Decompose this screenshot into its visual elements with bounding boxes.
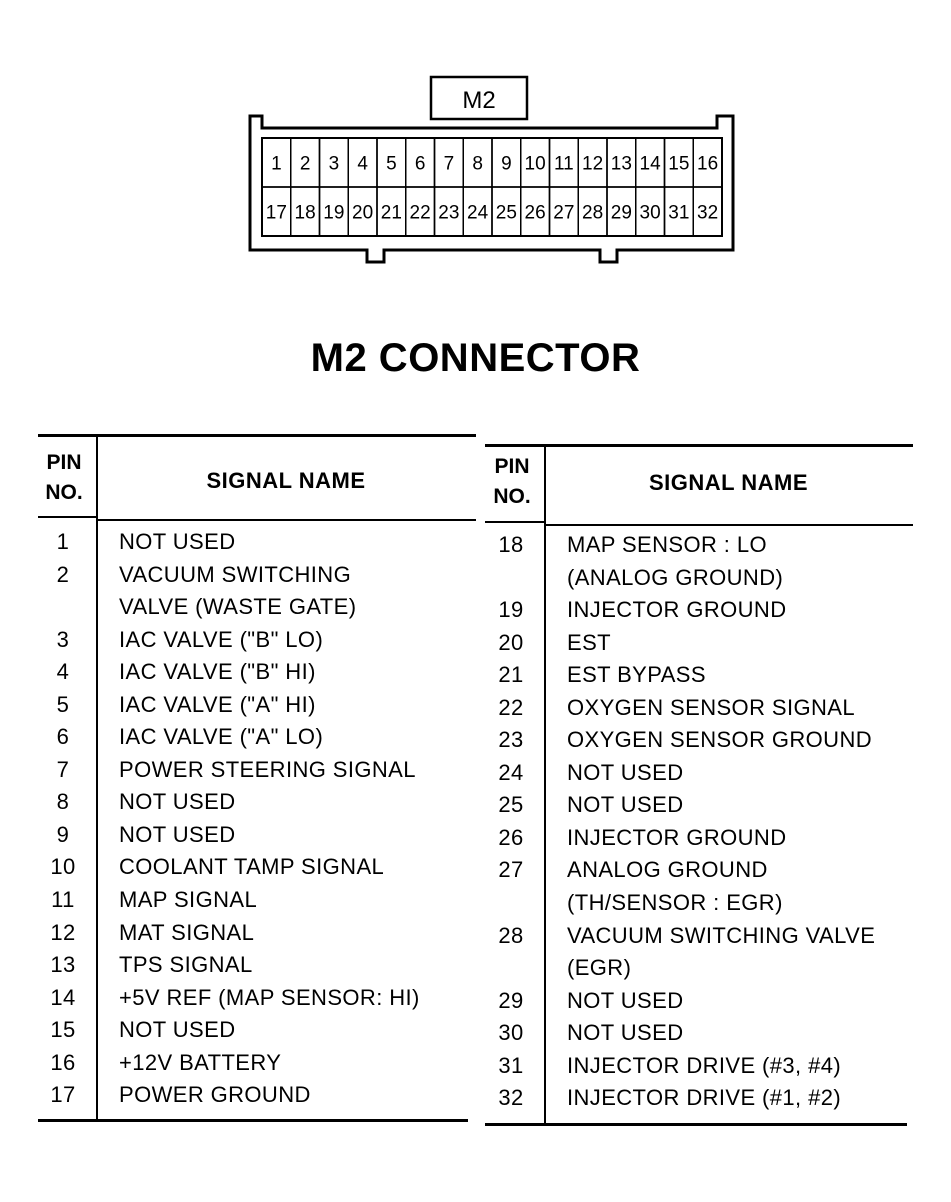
table-row bbox=[485, 562, 925, 595]
pin-number-label: 6 bbox=[414, 153, 426, 175]
pin-number: 15 bbox=[50, 1017, 76, 1043]
signal-name: EST bbox=[567, 629, 611, 655]
pin-number: 16 bbox=[50, 1049, 76, 1075]
signal-name: COOLANT TAMP SIGNAL bbox=[119, 854, 385, 880]
signal-name: NOT USED bbox=[119, 821, 236, 847]
table-row bbox=[485, 1017, 925, 1050]
signal-name-header: SIGNAL NAME bbox=[206, 468, 366, 493]
pin-number: 19 bbox=[498, 597, 524, 623]
signal-name: NOT USED bbox=[567, 1020, 684, 1046]
pin-number: 30 bbox=[498, 1020, 524, 1046]
table-row bbox=[38, 689, 478, 722]
signal-name: TPS SIGNAL bbox=[119, 952, 253, 978]
table-row bbox=[485, 952, 925, 985]
page-title: M2 CONNECTOR bbox=[310, 336, 641, 380]
signal-name: VALVE (WASTE GATE) bbox=[119, 594, 357, 620]
pin-number-label: 29 bbox=[610, 202, 632, 224]
pin-number: 1 bbox=[56, 529, 70, 554]
signal-name: NOT USED bbox=[119, 789, 236, 815]
pin-number-label: 18 bbox=[294, 202, 316, 224]
pin-number-label: 11 bbox=[554, 153, 574, 175]
table-top-rule bbox=[38, 434, 476, 437]
table-row bbox=[38, 656, 478, 689]
connector-diagram bbox=[0, 0, 951, 300]
pin-rows-right bbox=[485, 529, 925, 1115]
table-row bbox=[38, 526, 478, 559]
signal-name: NOT USED bbox=[567, 987, 684, 1013]
connector-label: M2 bbox=[462, 87, 496, 114]
pin-number-label: 2 bbox=[299, 153, 311, 175]
pin-number: 26 bbox=[498, 824, 524, 850]
pin-number: 12 bbox=[50, 919, 76, 945]
table-row bbox=[485, 529, 925, 562]
table-row bbox=[485, 920, 925, 953]
signal-name: NOT USED bbox=[119, 1017, 236, 1043]
pin-number-label: 13 bbox=[610, 153, 632, 175]
pin-number: 3 bbox=[56, 626, 70, 652]
table-header-rule bbox=[96, 519, 476, 521]
pin-number-label: 12 bbox=[582, 153, 604, 175]
table-bottom-rule bbox=[485, 1123, 907, 1126]
pin-number-label: 20 bbox=[352, 202, 374, 224]
signal-name: ANALOG GROUND bbox=[567, 857, 768, 883]
pin-number-label: 9 bbox=[501, 153, 512, 175]
pin-number: 17 bbox=[50, 1082, 76, 1108]
signal-name: NOT USED bbox=[567, 759, 684, 785]
table-row bbox=[38, 624, 478, 657]
signal-name: IAC VALVE ("B" LO) bbox=[119, 626, 324, 652]
pin-number-label: 14 bbox=[639, 153, 661, 175]
pin-no-header bbox=[38, 448, 90, 508]
pin-number: 9 bbox=[56, 821, 70, 847]
signal-name: VACUUM SWITCHING bbox=[119, 561, 352, 587]
signal-name: MAP SENSOR : LO bbox=[567, 532, 767, 557]
signal-name: INJECTOR DRIVE (#1, #2) bbox=[567, 1085, 842, 1111]
pin-number-label: 24 bbox=[467, 202, 489, 224]
pin-number-label: 19 bbox=[323, 202, 345, 224]
pin-number-label: 31 bbox=[668, 202, 690, 224]
pin-number-label: 28 bbox=[582, 202, 604, 224]
pin-number: 2 bbox=[56, 561, 70, 587]
table-row bbox=[38, 982, 478, 1015]
signal-name: INJECTOR DRIVE (#3, #4) bbox=[567, 1052, 842, 1078]
table-row bbox=[485, 659, 925, 692]
pin-number-label: 4 bbox=[357, 153, 368, 175]
table-row bbox=[485, 1082, 925, 1115]
table-row bbox=[485, 985, 925, 1018]
pin-number: 21 bbox=[498, 662, 524, 688]
pin-number-label: 32 bbox=[697, 202, 719, 224]
table-row bbox=[485, 757, 925, 790]
pin-number-label: 17 bbox=[265, 202, 287, 224]
pin-number-label: 8 bbox=[472, 153, 483, 175]
connector-label-box bbox=[431, 77, 527, 119]
pin-header-line: PIN bbox=[46, 451, 82, 474]
pin-number: 13 bbox=[50, 952, 76, 978]
table-row bbox=[38, 559, 478, 592]
table-row bbox=[485, 594, 925, 627]
pin-number: 5 bbox=[56, 691, 70, 717]
pin-no-header bbox=[485, 452, 539, 512]
pin-header-line: NO. bbox=[493, 485, 531, 508]
signal-name: +12V BATTERY bbox=[119, 1049, 282, 1075]
pin-number: 23 bbox=[498, 727, 524, 753]
signal-name: IAC VALVE ("B" HI) bbox=[119, 659, 316, 685]
table-row bbox=[485, 1050, 925, 1083]
table-row bbox=[38, 754, 478, 787]
pin-number: 6 bbox=[56, 724, 70, 750]
pin-number-label: 30 bbox=[639, 202, 661, 224]
signal-name: OXYGEN SENSOR SIGNAL bbox=[567, 694, 855, 720]
pin-number-label: 26 bbox=[524, 202, 546, 224]
signal-name: NOT USED bbox=[567, 792, 684, 818]
signal-name: (ANALOG GROUND) bbox=[567, 564, 784, 590]
pin-table-right bbox=[485, 444, 925, 1134]
table-row bbox=[38, 1079, 478, 1112]
table-header-rule bbox=[544, 524, 913, 526]
pin-number: 4 bbox=[56, 659, 70, 685]
pin-number: 25 bbox=[498, 792, 524, 818]
table-row bbox=[38, 917, 478, 950]
signal-name: INJECTOR GROUND bbox=[567, 824, 787, 850]
signal-name-header: SIGNAL NAME bbox=[648, 470, 809, 495]
pin-number-label: 1 bbox=[271, 153, 282, 175]
table-row bbox=[38, 884, 478, 917]
pin-number: 11 bbox=[51, 887, 75, 913]
signal-name: NOT USED bbox=[119, 529, 236, 554]
signal-name: (TH/SENSOR : EGR) bbox=[567, 890, 783, 916]
table-row bbox=[38, 819, 478, 852]
pin-number: 10 bbox=[50, 854, 76, 880]
pin-number-label: 23 bbox=[438, 202, 460, 224]
signal-name: POWER STEERING SIGNAL bbox=[119, 756, 416, 782]
signal-name: INJECTOR GROUND bbox=[567, 597, 787, 623]
table-top-rule bbox=[485, 444, 913, 447]
pin-rows-left bbox=[38, 526, 478, 1112]
table-row bbox=[38, 591, 478, 624]
table-row bbox=[485, 854, 925, 887]
table-row bbox=[38, 851, 478, 884]
signal-name: IAC VALVE ("A" HI) bbox=[119, 691, 316, 717]
pin-header-line: PIN bbox=[494, 455, 530, 478]
signal-name: (EGR) bbox=[567, 955, 632, 981]
pin-number-label: 16 bbox=[697, 153, 719, 175]
table-row bbox=[485, 724, 925, 757]
pin-number-label: 10 bbox=[524, 153, 546, 175]
pin-number: 27 bbox=[498, 857, 524, 883]
pin-number: 18 bbox=[498, 532, 524, 557]
pin-number-label: 22 bbox=[409, 202, 431, 224]
signal-name: MAP SIGNAL bbox=[119, 887, 258, 913]
pin-number: 20 bbox=[498, 629, 524, 655]
table-row bbox=[485, 692, 925, 725]
table-bottom-rule bbox=[38, 1119, 468, 1122]
pin-header-line: NO. bbox=[45, 481, 83, 504]
table-row bbox=[38, 786, 478, 819]
table-row bbox=[38, 949, 478, 982]
pin-number-label: 7 bbox=[443, 153, 455, 175]
signal-name: +5V REF (MAP SENSOR: HI) bbox=[119, 984, 420, 1010]
table-row bbox=[485, 789, 925, 822]
table-header-rule bbox=[38, 516, 96, 518]
pin-number-label: 3 bbox=[328, 153, 340, 175]
table-row bbox=[38, 1047, 478, 1080]
signal-name: EST BYPASS bbox=[567, 662, 706, 688]
pin-number: 28 bbox=[498, 922, 524, 948]
pin-number: 22 bbox=[498, 694, 524, 720]
table-header-rule bbox=[485, 521, 544, 523]
pin-number-label: 5 bbox=[386, 153, 397, 175]
signal-name: IAC VALVE ("A" LO) bbox=[119, 724, 324, 750]
signal-name: OXYGEN SENSOR GROUND bbox=[567, 727, 873, 753]
signal-name: VACUUM SWITCHING VALVE bbox=[567, 922, 876, 948]
pin-number: 8 bbox=[56, 789, 70, 815]
table-row bbox=[38, 1014, 478, 1047]
pin-table-left bbox=[38, 434, 478, 1124]
pin-number: 31 bbox=[498, 1052, 524, 1078]
pin-number: 29 bbox=[498, 987, 524, 1013]
pin-number-label: 21 bbox=[380, 202, 402, 224]
pin-number-label: 25 bbox=[495, 202, 517, 224]
pin-number: 24 bbox=[498, 759, 524, 785]
signal-name: POWER GROUND bbox=[119, 1082, 311, 1108]
pin-number-label: 15 bbox=[668, 153, 690, 175]
pin-number: 32 bbox=[498, 1085, 524, 1111]
pin-grid bbox=[262, 138, 722, 236]
table-row bbox=[38, 721, 478, 754]
signal-name: MAT SIGNAL bbox=[119, 919, 255, 945]
pin-number-label: 27 bbox=[553, 202, 575, 224]
table-row bbox=[485, 822, 925, 855]
table-row bbox=[485, 627, 925, 660]
pin-number: 14 bbox=[50, 984, 76, 1010]
pin-number: 7 bbox=[56, 756, 70, 782]
table-row bbox=[485, 887, 925, 920]
